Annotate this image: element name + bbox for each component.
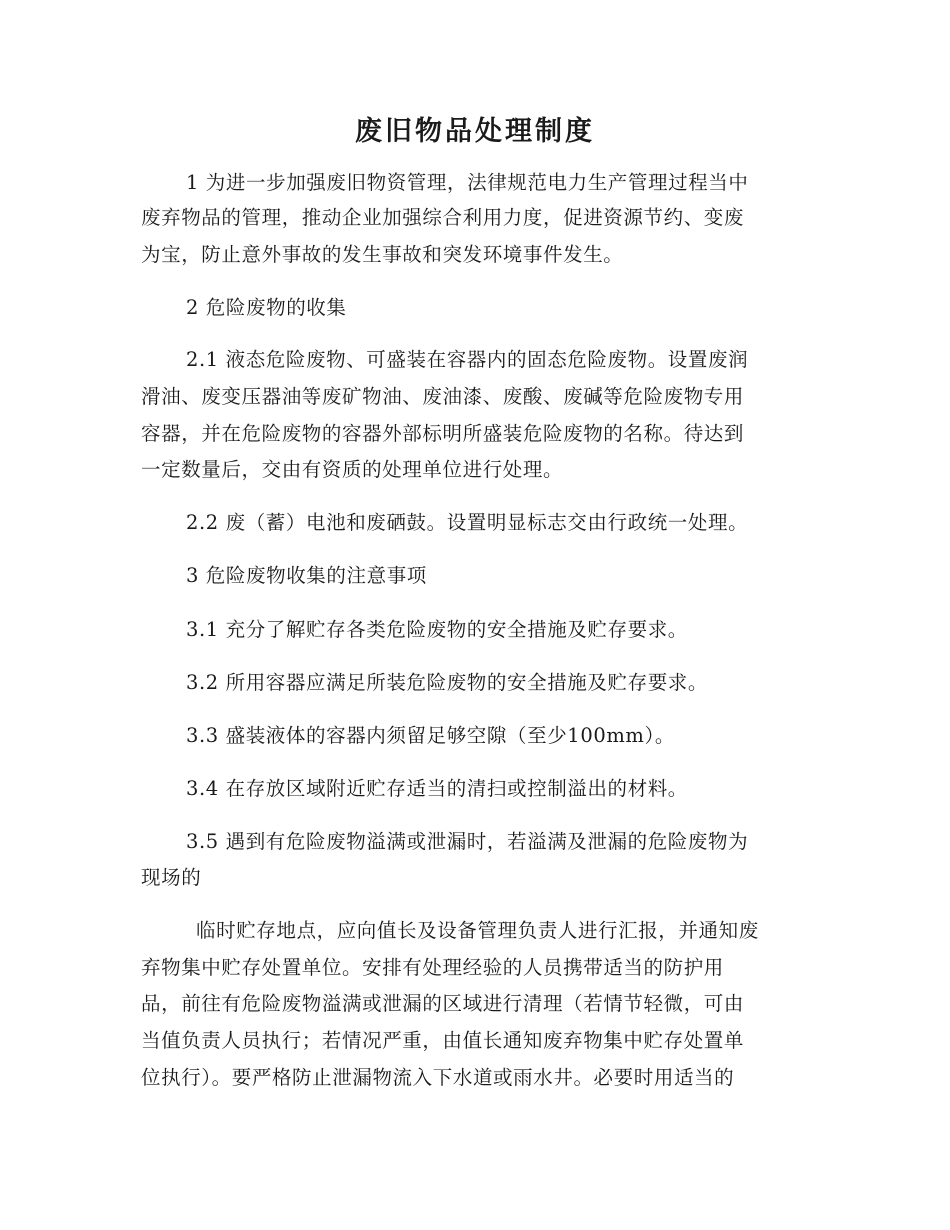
item-2-1-line-1: 2.1 液态危险废物、可盛装在容器内的固态危险废物。设置废润 [186, 348, 749, 371]
paragraph-1-line-1: 1 为进一步加强废旧物资管理，法律规范电力生产管理过程当中 [186, 171, 749, 194]
item-3-5-line-1: 3.5 遇到有危险废物溢满或泄漏时，若溢满及泄漏的危险废物为 [186, 830, 749, 853]
paragraph-1-line-2: 废弃物品的管理，推动企业加强综合利用力度，促进资源节约、变废 [141, 206, 745, 229]
item-2-1-line-3: 容器，并在危险废物的容器外部标明所盛装危险废物的名称。待达到 [141, 422, 745, 445]
item-2-1-line-2: 滑油、废变压器油等废矿物油、废油漆、废酸、废碱等危险废物专用 [141, 385, 745, 408]
item-3-3: 3.3 盛装液体的容器内须留足够空隙（至少100mm）。 [186, 724, 675, 747]
item-3-1: 3.1 充分了解贮存各类危险废物的安全措施及贮存要求。 [186, 618, 688, 641]
item-3-4: 3.4 在存放区域附近贮存适当的清扫或控制溢出的材料。 [186, 777, 688, 800]
continuation-line-4: 当值负责人员执行；若情况严重，由值长通知废弃物集中贮存处置单 [141, 1029, 745, 1052]
continuation-line-1: 临时贮存地点，应向值长及设备管理负责人进行汇报，并通知废 [196, 919, 759, 942]
item-3-5-line-2: 现场的 [141, 866, 202, 889]
section-2-heading: 2 危险废物的收集 [186, 296, 347, 319]
section-3-heading: 3 危险废物收集的注意事项 [186, 564, 427, 587]
continuation-line-2: 弃物集中贮存处置单位。安排有处理经验的人员携带适当的防护用 [141, 956, 724, 979]
item-2-2: 2.2 废（蓄）电池和废硒鼓。设置明显标志交由行政统一处理。 [186, 511, 749, 534]
item-3-2: 3.2 所用容器应满足所装危险废物的安全措施及贮存要求。 [186, 671, 709, 694]
continuation-line-3: 品，前往有危险废物溢满或泄漏的区域进行清理（若情节轻微，可由 [141, 992, 745, 1015]
continuation-line-5: 位执行）。要严格防止泄漏物流入下水道或雨水井。必要时用适当的 [141, 1066, 735, 1089]
item-2-1-line-4: 一定数量后，交由有资质的处理单位进行处理。 [141, 458, 564, 481]
paragraph-1-line-3: 为宝，防止意外事故的发生事故和突发环境事件发生。 [141, 243, 624, 266]
document-title: 废旧物品处理制度 [355, 116, 595, 147]
